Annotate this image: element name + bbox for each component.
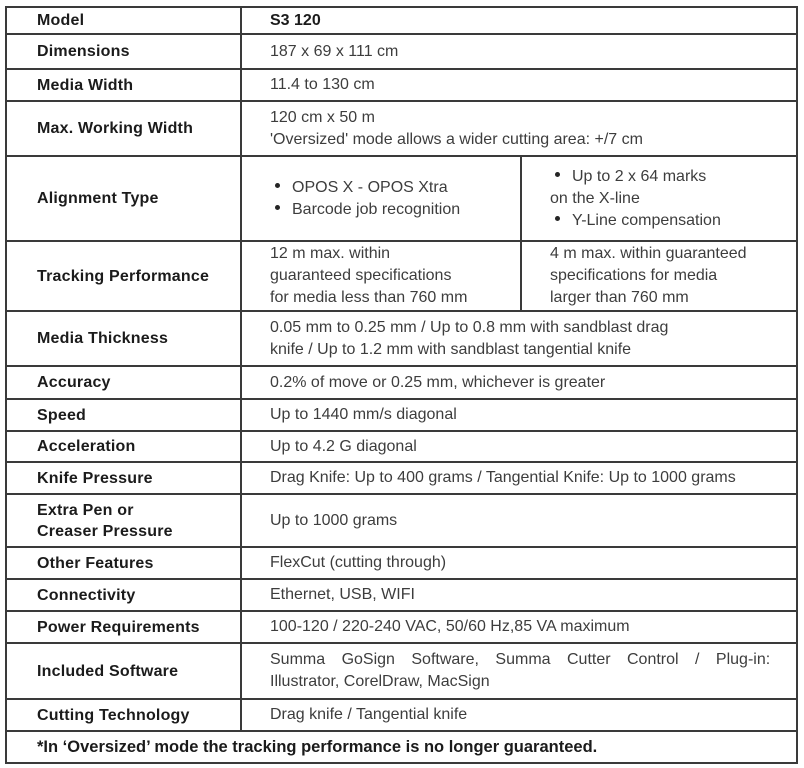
row-value-line: for media less than 760 mm: [270, 289, 468, 306]
bullet-line: [550, 210, 788, 232]
footnote: *In ‘Oversized’ mode the tracking performance is no longer guaranteed.: [37, 737, 598, 756]
row-label-cell: [7, 102, 242, 155]
row-label-cell: [7, 312, 242, 365]
row-label: Max. Working Width: [37, 120, 194, 137]
row-label: Knife Pressure: [37, 469, 153, 487]
bullet-line: [270, 199, 512, 221]
table-row-acceleration: [7, 432, 796, 463]
row-value-cell: [242, 70, 796, 100]
row-value-cell-left: [242, 157, 522, 240]
row-value-cell-left: [242, 242, 522, 310]
row-value-line: 'Oversized' mode allows a wider cutting area: +/7 cm: [270, 130, 643, 148]
row-value-cell: [242, 432, 796, 461]
row-value-cell-right: [522, 242, 796, 310]
row-label-cell: [7, 700, 242, 730]
row-value-line: 12 m max. within: [270, 245, 391, 262]
row-label-cell: [7, 367, 242, 398]
row-label-line: Extra Pen or: [37, 501, 134, 519]
row-value-cell: [242, 580, 796, 610]
row-label: Acceleration: [37, 438, 136, 455]
bullet-text: Up to 2 x 64 marks: [572, 167, 707, 185]
row-label-cell: [7, 432, 242, 461]
row-value-cell: [242, 700, 796, 730]
row-value: 11.4 to 130 cm: [270, 76, 375, 93]
bullet-icon: [275, 183, 280, 188]
table-row-speed: [7, 400, 796, 432]
bullet-line: [550, 166, 788, 188]
row-label: Media Thickness: [37, 330, 169, 347]
bullet-text: OPOS X - OPOS Xtra: [292, 178, 448, 196]
row-value: Up to 4.2 G diagonal: [270, 437, 417, 455]
row-value: FlexCut (cutting through): [270, 554, 447, 571]
row-label: Media Width: [37, 76, 134, 94]
table-footnote-row: [7, 732, 796, 762]
table-row-media-width: [7, 70, 796, 102]
row-label: Connectivity: [37, 586, 136, 604]
row-value: Up to 1440 mm/s diagonal: [270, 406, 457, 423]
row-value-line: 4 m max. within guaranteed: [550, 245, 747, 262]
table-row-cutting-technology: [7, 700, 796, 732]
row-label: Model: [37, 12, 85, 29]
bullet-line: [270, 177, 512, 199]
row-value-line: Illustrator, CorelDraw, MacSign: [270, 673, 490, 690]
row-value-cell: [242, 35, 796, 68]
row-label: Speed: [37, 406, 87, 424]
row-value-cell: [242, 400, 796, 430]
row-label-cell: [7, 644, 242, 698]
row-label-cell: [7, 495, 242, 546]
row-label: Power Requirements: [37, 618, 200, 636]
row-value-line: 120 cm x 50 m: [270, 108, 375, 126]
row-value-cell: [242, 102, 796, 155]
row-value: 0.2% of move or 0.25 mm, whichever is greater: [270, 373, 606, 391]
table-row-connectivity: [7, 580, 796, 612]
table-row-included-software: [7, 644, 796, 700]
table-row-other-features: [7, 548, 796, 580]
table-row-alignment-type: [7, 157, 796, 242]
row-value-cell: [242, 612, 796, 642]
row-value-cell: [242, 495, 796, 546]
table-row-extra-pen-pressure: [7, 495, 796, 548]
row-label-cell: [7, 242, 242, 310]
row-value: 100-120 / 220-240 VAC, 50/60 Hz,85 VA maximum: [270, 618, 630, 635]
row-value: Ethernet, USB, WIFI: [270, 586, 415, 603]
row-label-cell: [7, 8, 242, 33]
row-value-cell: [242, 367, 796, 398]
row-value-line: specifications for media: [550, 267, 718, 284]
row-value-cell-right: [522, 157, 796, 240]
table-row-dimensions: [7, 35, 796, 70]
row-label-cell: [7, 463, 242, 493]
row-value-cell: [242, 548, 796, 578]
row-label: Alignment Type: [37, 190, 159, 207]
row-value: Drag Knife: Up to 400 grams / Tangential Knife: Up to 1000 grams: [270, 469, 736, 486]
table-row-power-requirements: [7, 612, 796, 644]
row-value: S3 120: [270, 11, 321, 29]
bullet-text: Barcode job recognition: [292, 200, 461, 218]
table-row-knife-pressure: [7, 463, 796, 495]
row-label: Cutting Technology: [37, 706, 190, 724]
spec-table: [5, 6, 798, 764]
row-value-cell: [242, 8, 796, 33]
row-value: 187 x 69 x 111 cm: [270, 42, 399, 60]
row-label-cell: [7, 400, 242, 430]
table-row-media-thickness: [7, 312, 796, 367]
bullet-icon: [555, 216, 560, 221]
row-label: Tracking Performance: [37, 267, 210, 285]
row-value-line: guaranteed specifications: [270, 267, 452, 284]
row-label-cell: [7, 580, 242, 610]
bullet-text: Y-Line compensation: [572, 211, 721, 229]
row-label: Accuracy: [37, 374, 111, 391]
row-label-cell: [7, 70, 242, 100]
row-value-cell: [242, 463, 796, 493]
bullet-icon: [555, 172, 560, 177]
row-label: Other Features: [37, 554, 154, 572]
row-label-cell: [7, 35, 242, 68]
row-value-line: knife / Up to 1.2 mm with sandblast tangential knife: [270, 340, 632, 358]
row-value: Drag knife / Tangential knife: [270, 706, 468, 723]
row-value-line: Summa GoSign Software, Summa Cutter Control / Plug-in:: [270, 651, 771, 668]
row-value-line: larger than 760 mm: [550, 289, 689, 306]
row-label-line: Creaser Pressure: [37, 522, 173, 540]
row-value-cell: [242, 644, 796, 698]
bullet-icon: [275, 205, 280, 210]
row-label-cell: [7, 612, 242, 642]
row-label: Included Software: [37, 662, 179, 680]
row-value-cell: [242, 312, 796, 365]
row-label-cell: [7, 157, 242, 240]
continuation-line: on the X-line: [550, 189, 640, 207]
table-row-max-working-width: [7, 102, 796, 157]
table-row-accuracy: [7, 367, 796, 400]
row-value-line: 0.05 mm to 0.25 mm / Up to 0.8 mm with sandblast drag: [270, 318, 669, 336]
table-row-model: [7, 8, 796, 35]
row-label-cell: [7, 548, 242, 578]
row-label: Dimensions: [37, 43, 130, 60]
table-row-tracking-performance: [7, 242, 796, 312]
row-value: Up to 1000 grams: [270, 511, 398, 529]
